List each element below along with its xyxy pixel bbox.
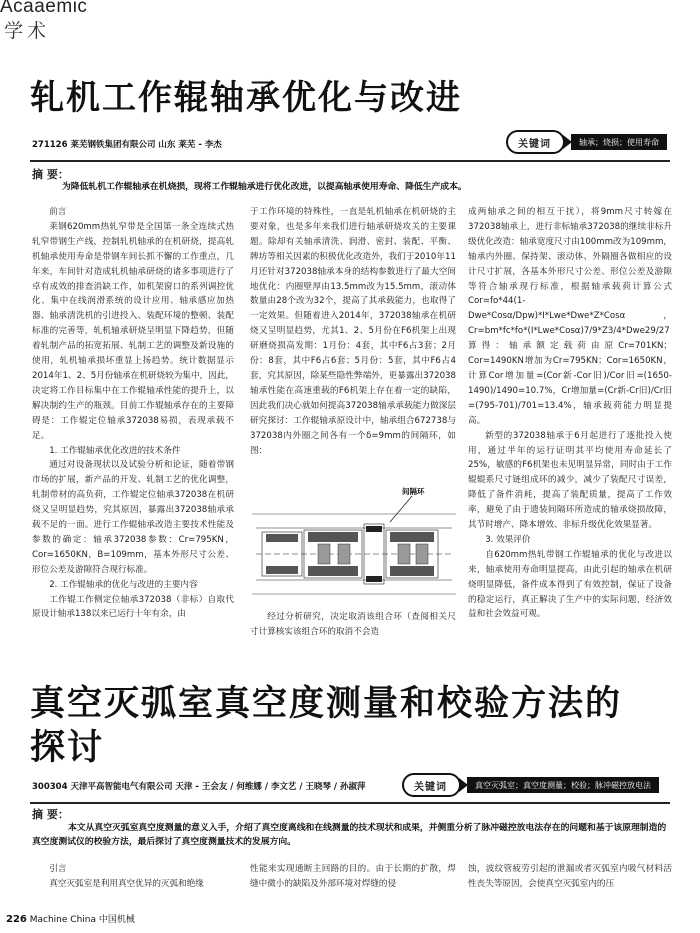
bearing-drawing	[252, 484, 456, 606]
paragraph: 新型的372038轴承于6月起进行了逐批投入使用，通过半年的运行证明其平均使用寿命延长了25%，敏感的F6机架也未见明显异常，同时由于工作辊辊系尺寸链组成环的减少，减少了装配尺寸误差，降低了备件消耗，提高了装配质量，提高了工作效率，避免了由于遗装间隔环所造成的轴承烧损故障，其节时增产、降本增效、非标升级优化效果显著。	[468, 430, 672, 531]
article2-title-line-2: 探讨	[30, 728, 105, 768]
paragraph: 性能来实现通断主回路的目的。由于长期的扩散，焊缝中微小的缺陷及外部环境对焊缝的侵	[250, 864, 456, 889]
paragraph: 经过分析研究，决定取消该组合环（查阅相关尺寸计算核实该组合环的取消不会造	[250, 612, 456, 637]
figure-label: 间隔环	[402, 487, 425, 496]
section-heading: 1. 工作辊轴承优化改进的技术条件	[49, 445, 181, 456]
journal-name: Machine China 中国机械	[29, 915, 135, 925]
divider	[30, 160, 670, 162]
article2-affiliation: 300304 天津平高智能电气有限公司 天津 - 王会友 / 何维娜 / 李文艺 / 王晓琴 / 孙淑萍	[32, 782, 366, 792]
paragraph: 工作辊工作侧定位轴承372038（非标）自取代原设计轴承138以来已运行十年有余，由	[32, 594, 234, 620]
abstract-text: 本文从真空灭弧室真空度测量的意义入手，介绍了真空度离线和在线测量的技术现状和成果，并侧重分析了脉冲磁控放电法存在的问题和基于该原理制造的真空度测试仪的校验方法，最后探讨了真空度测量技术的发展方向。	[32, 823, 667, 847]
keywords-text: 轴承；烧损；使用寿命	[571, 134, 667, 150]
section-heading: 前言	[49, 207, 67, 217]
abstract-label: 摘 要：	[32, 808, 69, 821]
article2-column-2	[250, 862, 456, 892]
paragraph: 成两轴承之间的相互干扰），将9mm尺寸转嫁在372038轴承上，进行非标轴承372038的继续非标升级优化改造：轴承宽度尺寸由100mm改为109mm，轴承内外圈、保持架、滚动体、外隔圈各做相应的设计尺寸扩展，各基本外形尺寸公差、形位公差及游隙等符合轴承现行标准，根据轴承载荷计算公式Cor=fo*44(1-Dwe*Cosα/Dpw)*I*Lwe*Dwe*Z*Cosα，Cr=bm*fc*fo*(I*Lwe*Cosα)7/9*Z3/4*Dwe29/27算得：轴承额定载荷由原Cr=701KN；Cor=1490KN增加为Cr=795KN；Cor=1650KN，计算Cor增加量=(Cor新-Cor旧)/Cor旧=(1650-1490)/1490=10.7%，Cr增加量=(Cr新-Cr旧)/Cr旧=(795-701)/701=13.4%，轴承载荷能力明显提高。	[468, 207, 672, 426]
article2-title	[30, 682, 622, 770]
page-footer	[6, 912, 135, 925]
paragraph: 于工作环境的特殊性，一直是轧机轴承在机研烧的主要对象，也是多年来我们进行轴承研烧攻关的主要课题。除却有关轴承清洗、润滑、密封、装配、平衡、牌坊等相关因素的积极优化改造外，我们于2010年11月还针对372038轴承本身的结构参数进行了最大空间地优化：内圈壁厚由13.5mm改为15.5mm，滚动体数量由28个改为32个，提高了其承载能力，也取得了一定效果。但随着进入2014年，372038轴承在机研烧又呈明显趋势，尤其1、2、5月份在F6机架上出现研磨烧损高发期：1月份：4套，其中F6占3套；2月份：8套，其中F6占6套；5月份：5套，其中F6占4套，究其原因，除某些隐性弊端外，更暴露出372038轴承性能在高速重载的F6机架上存在着一定的缺陷，因此我们决心就如何提高372038轴承承载能力做深层研究探讨：工作辊轴承原设计中，轴承组合672738与372038内外圈之间各有一个δ=9mm的间隔环，如图：	[250, 207, 456, 456]
keywords-label: 关键词	[506, 130, 565, 154]
paragraph: 蚀，波纹管疲劳引起的泄漏或者灭弧室内吸气材料活性丧失等原因，会使真空灭弧室内的压	[468, 864, 672, 889]
paragraph: 自620mm热轧带钢工作辊轴承的优化与改进以来，轴承使用寿命明显提高，由此引起的轴承在机研烧明显降低，备件成本得到了有效控制，保证了设备的稳定运行，真正解决了生产中的实际问题，经济效益和社会效益可观。	[468, 549, 672, 620]
section-label-chinese: 学术	[4, 20, 51, 42]
article1-keywords	[506, 131, 667, 153]
divider	[30, 802, 670, 804]
paragraph: 真空灭弧室是利用真空优异的灭弧和绝缘	[49, 878, 204, 889]
bearing-figure	[252, 484, 456, 606]
article1-affiliation: 271126 莱芜钢铁集团有限公司 山东 莱芜 - 李杰	[32, 140, 222, 150]
article1-title: 轧机工作辊轴承优化与改进	[30, 78, 462, 118]
article2-column-1	[32, 862, 234, 892]
section-heading: 3. 效果评价	[485, 534, 531, 545]
abstract-label: 摘 要：	[32, 168, 69, 181]
section-heading: 2. 工作辊轴承的优化与改进的主要内容	[49, 579, 198, 590]
article2-title-line-1: 真空灭弧室真空度测量和校验方法的	[30, 684, 623, 724]
article2-keywords	[402, 774, 659, 796]
article1-column-1	[32, 205, 234, 622]
article1-column-2-end	[250, 610, 456, 640]
keywords-arrow-icon	[563, 135, 572, 149]
section-label-latin: Acaaemic	[0, 0, 88, 17]
paragraph: 通过对设备现状以及试验分析和论证，随着带钢市场的扩展，新产品的开发、轧制工艺的优化调整，轧制带材的高负荷，工作辊定位轴承372038在机研烧又呈明显趋势，究其原因，暴露出372038轴承承载不足的一面。进行工作辊轴承改造主要技术性能及参数的确定：轴承372038参数：Cr=795KN，Cor=1650KN，B=109mm，基本外形尺寸公差、形位公差及游隙符合现行标准。	[32, 460, 234, 575]
page-number: 226	[6, 914, 27, 925]
keywords-label: 关键词	[402, 773, 461, 797]
keywords-text: 真空灭弧室；真空度测量；校验；脉冲磁控放电法	[467, 777, 659, 793]
article1-column-3	[468, 205, 672, 622]
keywords-arrow-icon	[459, 778, 468, 792]
abstract-text: 为降低轧机工作辊轴承在机烧损，现将工作辊轴承进行优化改进，以提高轴承使用寿命、降低生产成本。	[62, 182, 467, 192]
article1-column-2	[250, 205, 456, 458]
article2-column-3	[468, 862, 672, 892]
paragraph: 莱钢620mm热轧窄带是全国第一条全连续式热轧窄带钢生产线，控制轧机轴承的在机研烧，提高轧机轴承使用寿命是带钢车间长抓不懈的工作重点，几年来，车间针对造成轧机轴承研烧的诸多事项进行了卓有成效的排查消缺工作，如机架窗口的系列调控优化、集中在线润滑系统的设计应用、轴承感应加热器、轴承清洗机的引进投入、装配环境的整顿、装配标准的完善等，轧机轴承研烧呈明显下降趋势，但随着轧制产品的拓宽拓展、轧制工艺的调整及新设施的使用，轧机轴承损坏重显上扬趋势。统计数据显示2014年1、2、5月份轴承在机研烧较为集中，因此，决定将工作目标集中在工作辊轴承性能的提升上，以解决制约生产的瓶颈。目前工作辊轴承存在的主要障碍是：工作辊定位轴承372038易损，表现承载不足。	[32, 221, 234, 441]
intro-heading: 引言	[49, 864, 67, 874]
